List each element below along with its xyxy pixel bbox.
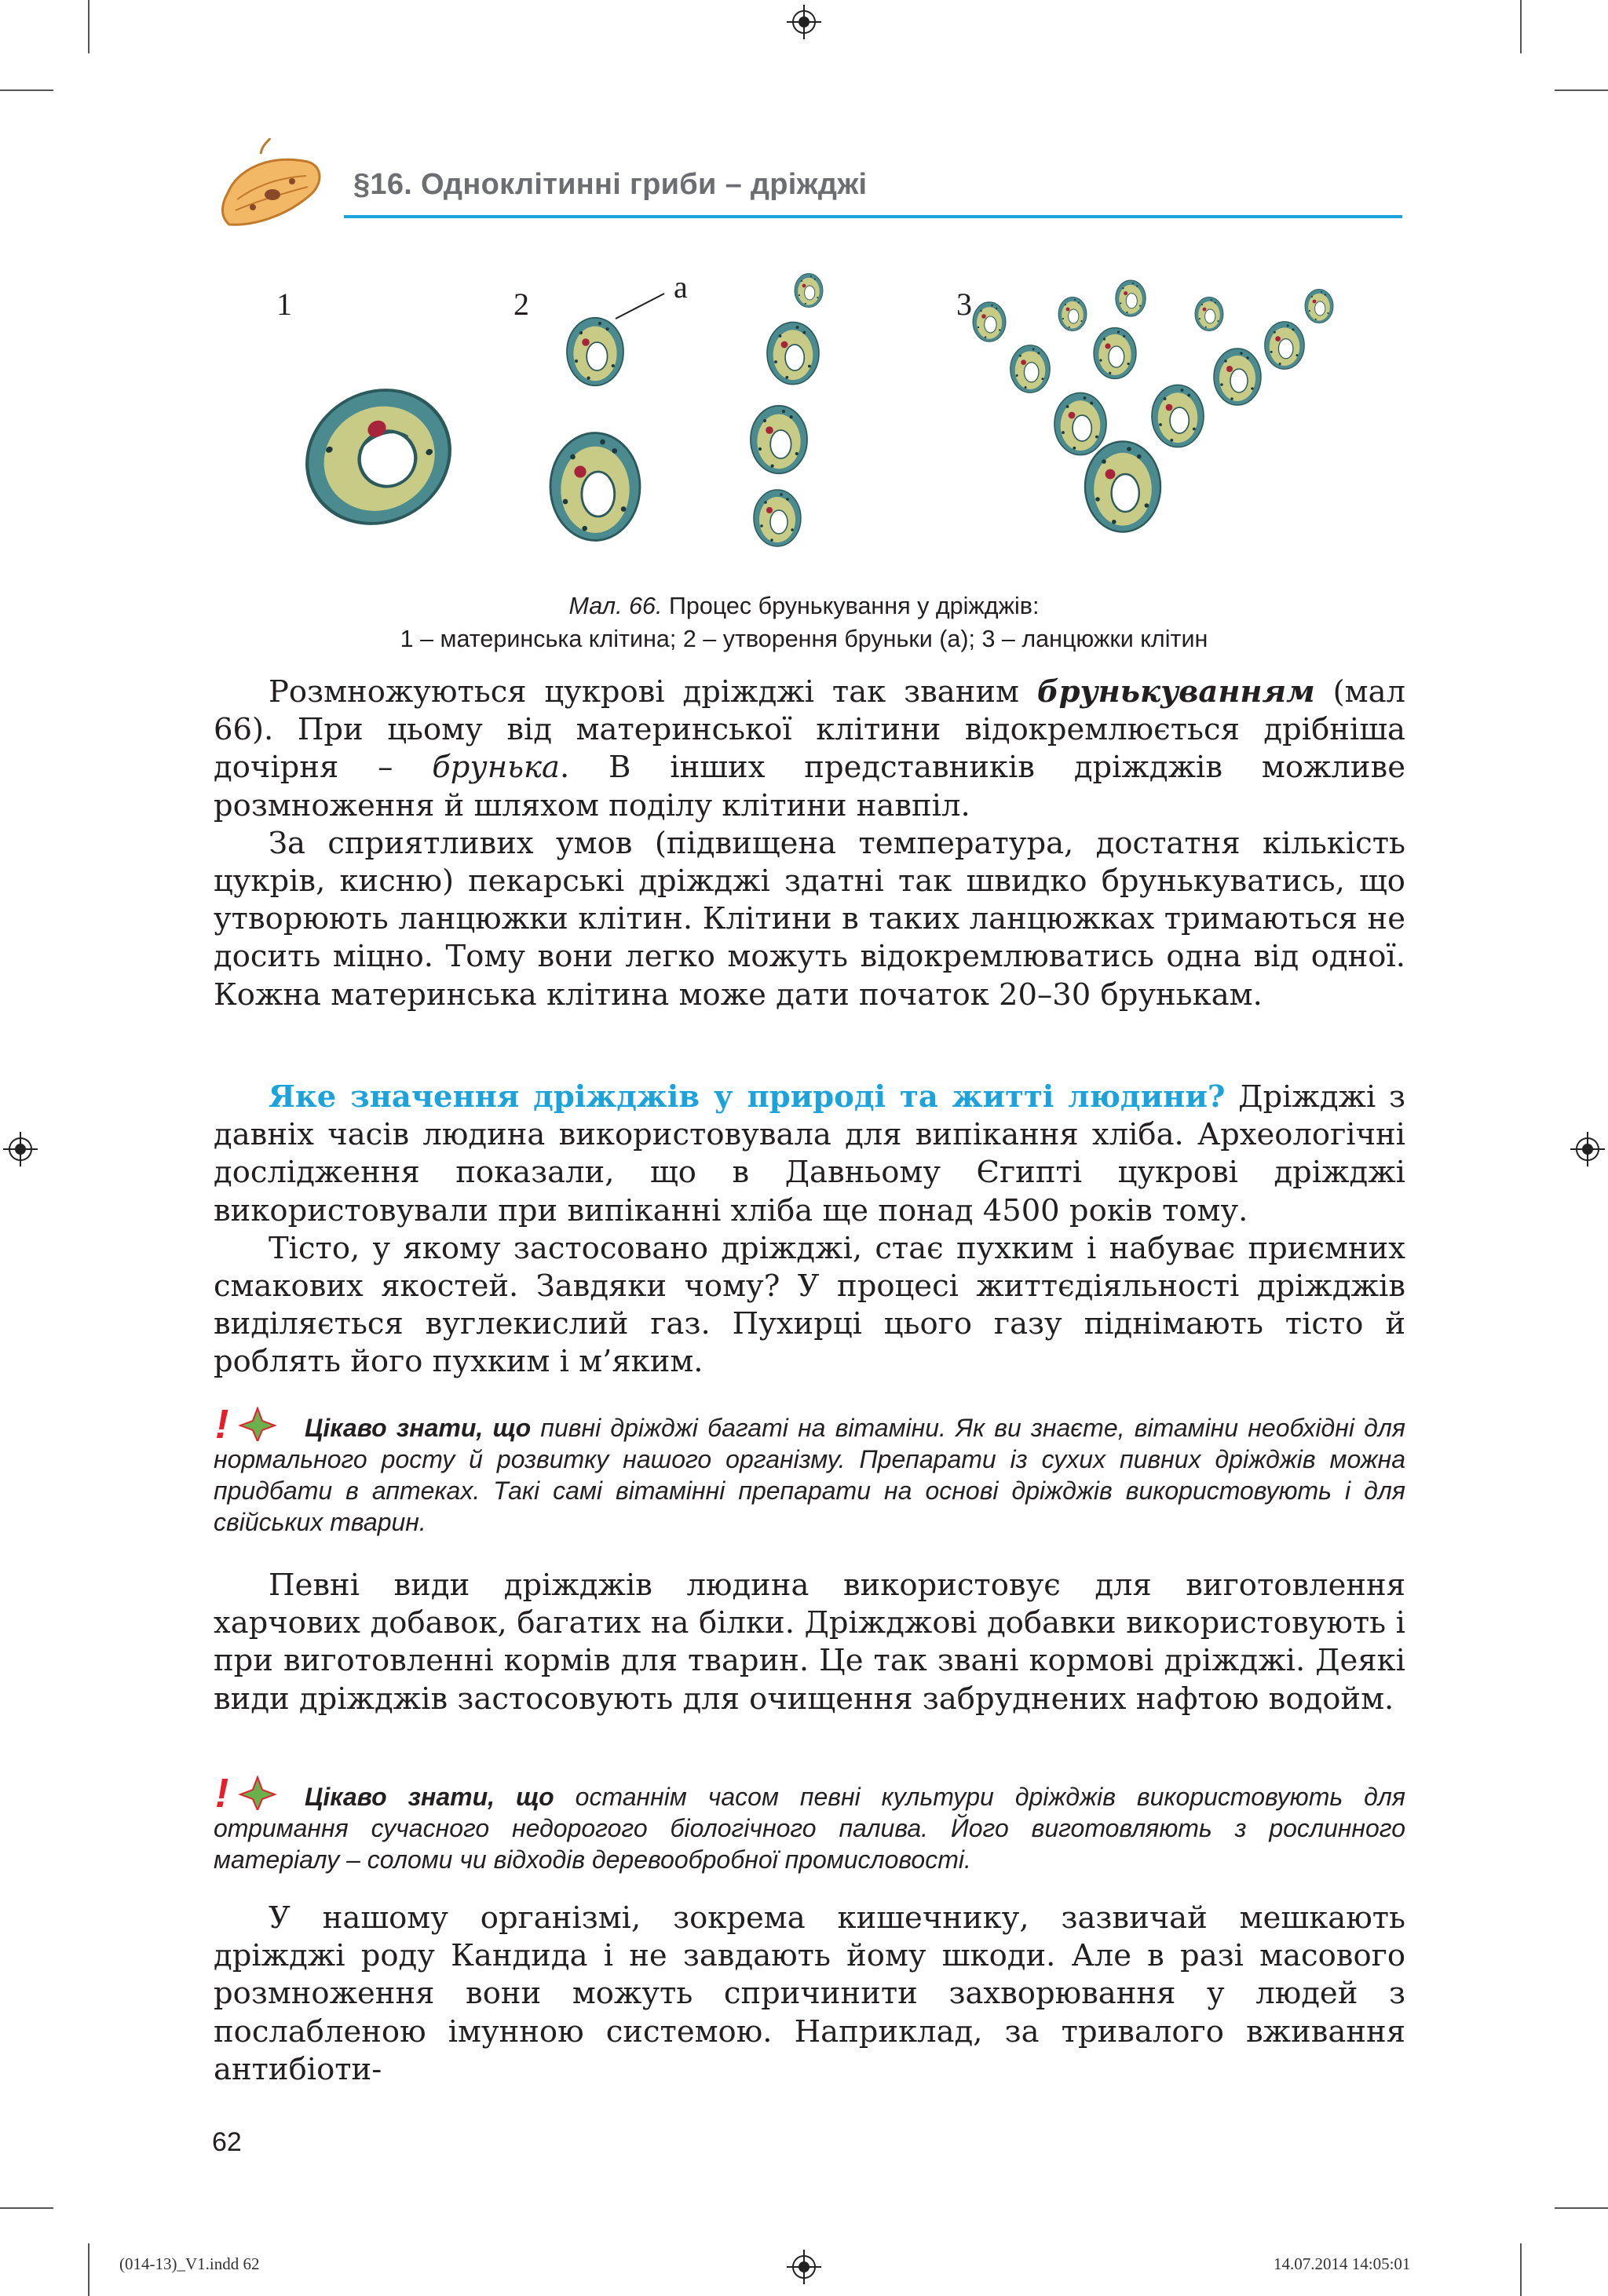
figure-caption-title: Процес брунькування у дріжджів: — [662, 593, 1040, 619]
crop-mark-left-top — [0, 89, 53, 91]
section-title: §16. Одноклітинні гриби – дріжджі — [353, 168, 868, 201]
registration-mark-icon — [1570, 1132, 1605, 1166]
exclamation-star-icon — [214, 1407, 298, 1441]
page-number: 62 — [212, 2127, 242, 2157]
figure-label-3: 3 — [956, 287, 972, 322]
header-rule — [344, 215, 1402, 218]
yeast-budding-illustration — [267, 259, 1398, 573]
paragraph: Тісто, у якому застосовано дріжджі, стає пухким і набуває приємних смакових якостей. Завдяки чому? У процесі життєдіяльності дріжджів виділяється вуглекислий газ. Пухирці цього газу піднімають тісто й роблять його пухким і м’яким. — [214, 1230, 1405, 1380]
paragraph: За сприятливих умов (підвищена температура, достатня кількість цукрів, кисню) пекарські дріжджі здатні так швидко брунькуватись, що утворюють ланцюжки клітин. Клітини в таких ланцюжках тримаються не досить міцно. Тому вони легко можуть відокремлюватись одна від одної. Кожна материнська клітина може дати початок 20–30 брунькам. — [214, 825, 1405, 1013]
crop-mark-bottom-left — [88, 2243, 90, 2296]
crop-mark-right-bottom — [1555, 2207, 1608, 2209]
figure-caption-legend: 1 – материнська клітина; 2 – утворення бруньки (а); 3 – ланцюжки клітин — [400, 626, 1208, 652]
text-block-3 — [214, 1567, 1405, 1718]
slug-file: (014-13)_V1.indd 62 — [119, 2254, 260, 2273]
figure-caption — [236, 590, 1372, 622]
term-bud: брунька — [432, 750, 560, 786]
crop-mark-top-right — [1520, 0, 1522, 53]
figure-label-2: 2 — [513, 287, 529, 322]
question-heading: Яке значення дріжджів у природі та житті людини? — [269, 1079, 1226, 1115]
figure-label-1: 1 — [276, 287, 292, 322]
crop-mark-top-left — [88, 0, 90, 53]
paragraph: Певні види дріжджів людина використовує для виготовлення харчових добавок, багатих на білки. Дріжджові добавки використовують і при виготовленні кормів для тварин. Це так звані кормові дріжджі. Деякі види дріжджів застосовують для очищення забруднених нафтою водойм. — [214, 1568, 1405, 1717]
svg-text:!: ! — [215, 1407, 229, 1441]
paramecium-bookmark-icon — [214, 138, 331, 242]
paragraph: Розмножуються цукрові дріжджі так званим брунькуванням (мал 66). При цьому від материнської клітини відокремлюється дрібніша дочірня – брунька. В інших представників дріжджів можливе розмноження й шляхом поділу клітини навпіл. — [214, 674, 1405, 823]
svg-text:!: ! — [215, 1776, 229, 1810]
note-lead: Цікаво знати, що — [305, 1783, 554, 1811]
paragraph: У нашому організмі, зокрема кишечнику, зазвичай мешкають дріжджі роду Кандида і не завдають йому шкоди. Але в разі масового розмноження вони можуть спричинити захворювання у людей з послабленою імунною системою. Наприклад, за тривалого вживання антибіоти- — [214, 1900, 1405, 2087]
paragraph: Яке значення дріжджів у природі та житті людини? Дріжджі з давніх часів людина використовувала для випікання хліба. Археологічні дослідження показали, що в Давньому Єгипті цукрові дріжджі використовували при випіканні хліба ще понад 4500 років тому. — [214, 1079, 1405, 1228]
crop-mark-bottom-right — [1520, 2243, 1522, 2296]
note-box-1: ! Цікаво знати, що пивні дріжджі багаті на вітаміни. Як ви знаєте, вітаміни необхідні для нормального росту й розвитку нашого організму. Препарати із сухих пивних дріжджів можна придбати в аптеках. Такі самі вітамінні препарати на основі дріжджів використовують і для свійських тварин. — [214, 1407, 1405, 1538]
crop-mark-left-bottom — [0, 2207, 53, 2209]
note-lead: Цікаво знати, що — [305, 1414, 532, 1442]
slug-date: 14.07.2014 14:05:01 — [1274, 2254, 1411, 2273]
text-block-2 — [214, 1079, 1405, 1382]
registration-mark-icon — [787, 2250, 821, 2284]
registration-mark-icon — [3, 1132, 38, 1166]
text-block-1 — [214, 673, 1405, 1014]
term-budding: брунькуванням — [1036, 674, 1315, 710]
figure-caption-number: Мал. 66. — [568, 593, 663, 619]
figure-label-bud: а — [674, 269, 688, 305]
note-box-2: ! Цікаво знати, що останнім часом певні культури дріжджів використовують для отримання сучасного недорогого біологічного палива. Його виготовляють з рослинного матеріалу – соломи чи відходів деревообробної промисловості. — [214, 1776, 1405, 1875]
exclamation-star-icon — [214, 1776, 298, 1810]
registration-mark-icon — [787, 5, 821, 39]
crop-mark-right-top — [1555, 89, 1608, 91]
text-block-4 — [214, 1900, 1405, 2089]
